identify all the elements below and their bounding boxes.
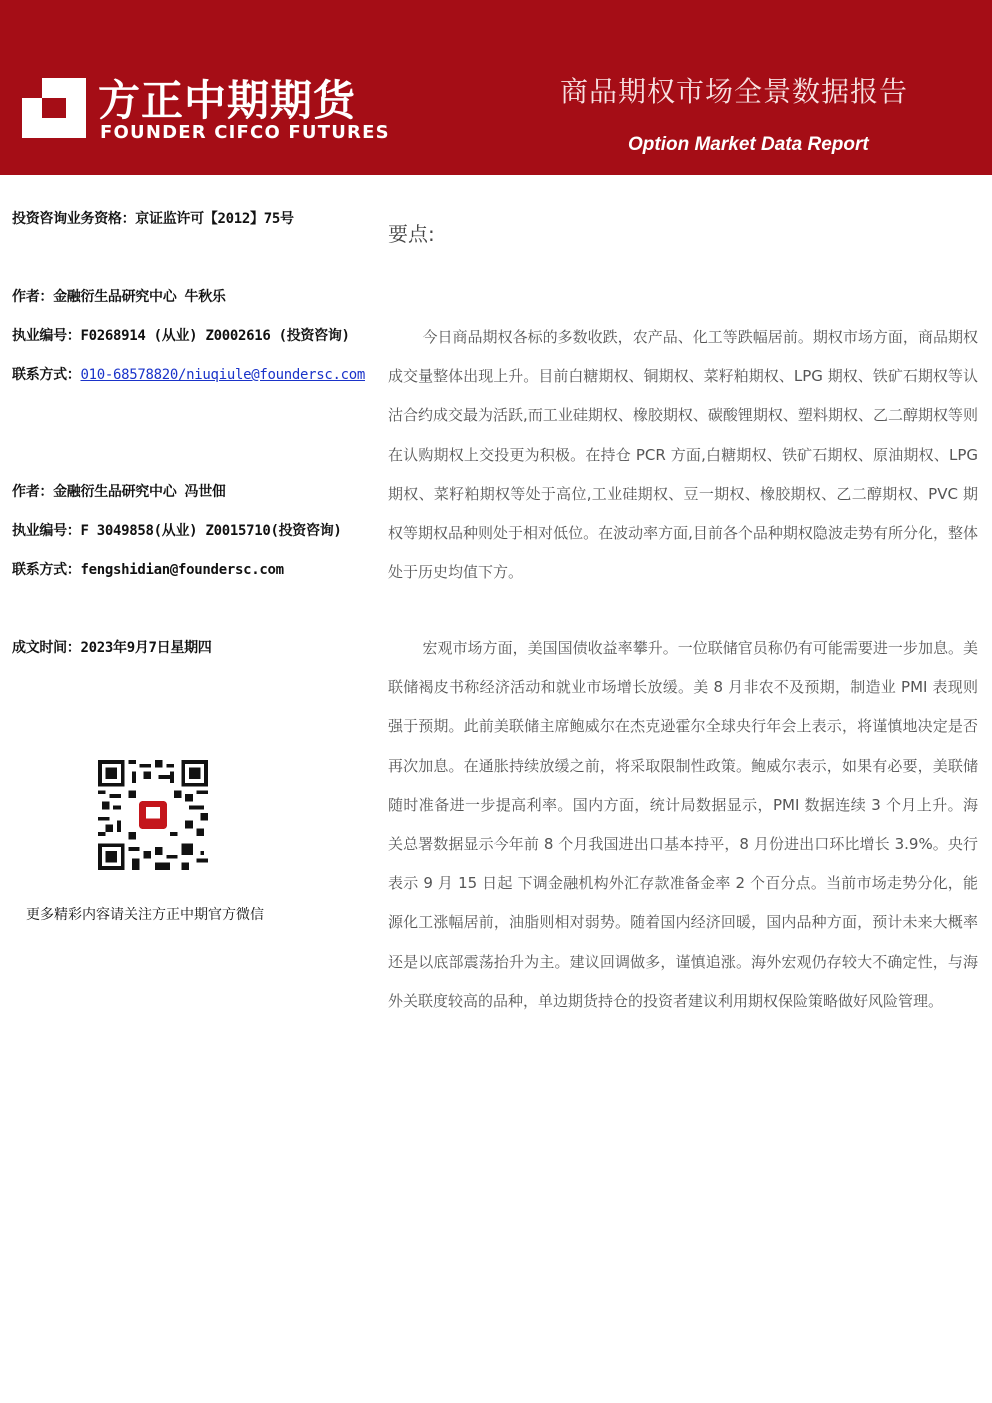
report-title: 商品期权市场全景数据报告 — [560, 75, 909, 108]
paragraph-options-market: 今日商品期权各标的多数收跌，农产品、化工等跌幅居前。期权市场方面，商品期权成交量整体出现上升。目前白糖期权、铜期权、菜籽粕期权、LPG 期权、铁矿石期权等认沽合约成交最为活跃,而工业硅期权、橡胶期权、碳酸锂期权、塑料期权、乙二醇期权等则在认购期权上交投更为积极。在持仓 PCR 方面,白糖期权、铁矿石期权、原油期权、LPG 期权、菜籽粕期权等处于高位,工业硅期权、豆一期权、橡胶期权、乙二醇期权、PVC 期权等期权品种则处于相对低位。在波动率方面,目前各个品种期权隐波走势有所分化，整体处于历史均值下方。 — [388, 328, 978, 582]
header-banner — [0, 0, 992, 175]
report-date: 成文时间：2023年9月7日星期四 — [12, 640, 212, 656]
author1-contact-link[interactable]: 010-68578820/niuqiule@foundersc.com — [80, 367, 366, 383]
keypoints-title: 要点: — [388, 222, 435, 246]
author1-line: 作者：金融衍生品研究中心 牛秋乐 — [12, 289, 226, 305]
wechat-qr-code-icon — [98, 760, 208, 870]
author2-contact-label: 联系方式： — [12, 562, 81, 578]
author1-contact-label: 联系方式： — [12, 367, 81, 383]
founder-logo-icon — [22, 78, 86, 138]
author1-license: 执业编号：F0268914 (从业) Z0002616 (投资咨询) — [12, 328, 350, 344]
report-subtitle: Option Market Data Report — [628, 134, 869, 155]
author2-contact — [12, 559, 284, 579]
author1-contact — [12, 364, 365, 384]
author2-license: 执业编号：F 3049858(从业) Z0015710(投资咨询) — [12, 523, 342, 539]
qualification-line: 投资咨询业务资格：京证监许可【2012】75号 — [12, 211, 294, 227]
qr-caption: 更多精彩内容请关注方正中期官方微信 — [26, 907, 264, 923]
author2-line: 作者：金融衍生品研究中心 冯世佃 — [12, 484, 226, 500]
company-name-cn: 方正中期期货 — [98, 76, 357, 125]
paragraph-macro-market: 宏观市场方面，美国国债收益率攀升。一位联储官员称仍有可能需要进一步加息。美联储褐皮书称经济活动和就业市场增长放缓。美 8 月非农不及预期，制造业 PMI 表现则强于预期。此前美联储主席鲍威尔在杰克逊霍尔全球央行年会上表示，将谨慎地决定是否再次加息。在通胀持续放缓之前，将采取限制性政策。鲍威尔表示，如果有必要，美联储随时准备进一步提高利率。国内方面，统计局数据显示，PMI 数据连续 3 个月上升。海关总署数据显示今年前 8 个月我国进出口基本持平，8 月份进出口环比增长 3.9%。央行表示 9 月 15 日起 下调金融机构外汇存款准备金率 2 个百分点。当前市场走势分化，能源化工涨幅居前，油脂则相对弱势。随着国内经济回暖，国内品种方面，预计未来大概率还是以底部震荡抬升为主。建议回调做多，谨慎追涨。海外宏观仍存较大不确定性，与海外关联度较高的品种，单边期货持仓的投资者建议利用期权保险策略做好风险管理。 — [388, 639, 978, 1010]
company-name-en: FOUNDER CIFCO FUTURES — [100, 122, 390, 143]
author2-contact-value: fengshidian@foundersc.com — [80, 562, 284, 578]
